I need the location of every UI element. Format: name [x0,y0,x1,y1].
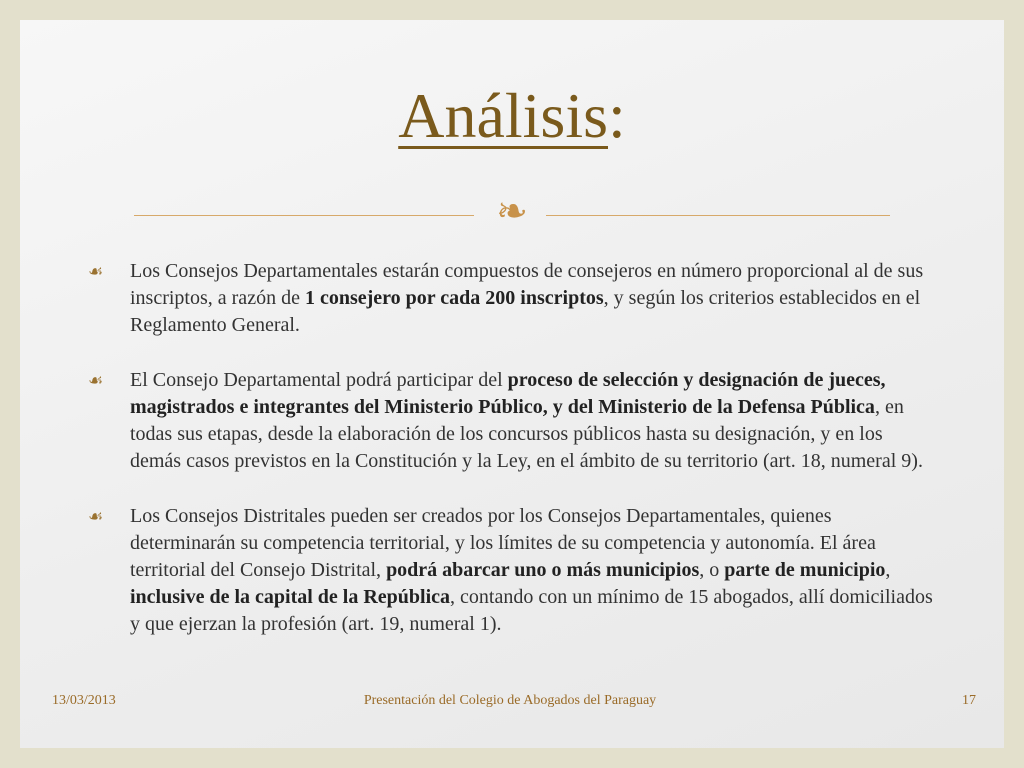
title-text: Análisis [398,80,608,151]
footer-title: Presentación del Colegio de Abogados del Paraguay [363,693,657,708]
bullet-text: , contando con un mínimo de 15 abogados, allí domiciliados y que ejerzan la profesión (art. 19, numeral 1). [130,586,933,635]
bullet-item-1 [88,258,938,339]
bullet-icon: ☙ [88,371,104,390]
divider-left [134,215,474,216]
bullet-text: , [885,559,891,581]
bullet-item-3 [88,503,938,638]
slide-title [0,80,1024,152]
bullet-text: , y según los criterios establecidos en el Reglamento General. [130,287,921,336]
bullet-text: , en todas sus etapas, desde la elaboración de los concursos públicos hasta su designación, y en los demás casos previstos en la Constitución y la Ley, en el ámbito de su territorio (art. 18, numeral 9). [130,396,923,472]
bullet-bold-text: 1 consejero por cada 200 inscriptos [304,287,604,309]
bullet-icon: ☙ [88,262,104,281]
page-number: 17 [962,693,976,708]
bullet-text: El Consejo Departamental podrá participar del [130,369,508,391]
footer-date: 13/03/2013 [52,693,116,708]
flourish-icon: ❧ [496,191,528,233]
divider-right [546,215,890,216]
bullet-text: Los Consejos Distritales pueden ser creados por los Consejos Departamentales, quienes determinarán su competencia territorial, y los límites de su competencia y autonomía. El área territorial del Consejo Distrital, [130,505,876,581]
bullet-text: Los Consejos Departamentales estarán compuestos de consejeros en número proporcional al de sus inscriptos, a razón de [130,260,924,309]
bullet-text: , o [699,559,725,581]
title-colon: : [608,80,626,151]
bullet-list [88,258,938,666]
bullet-bold-text: parte de municipio [724,559,886,581]
bullet-bold-text: podrá abarcar uno o más municipios [386,559,700,581]
bullet-bold-text: proceso de selección y designación de jueces, magistrados e integrantes del Ministerio Público, y del Ministerio de la Defensa Pública [130,369,886,418]
bullet-icon: ☙ [88,507,104,526]
bullet-bold-text: inclusive de la capital de la República [130,586,451,608]
bullet-item-2 [88,367,938,475]
